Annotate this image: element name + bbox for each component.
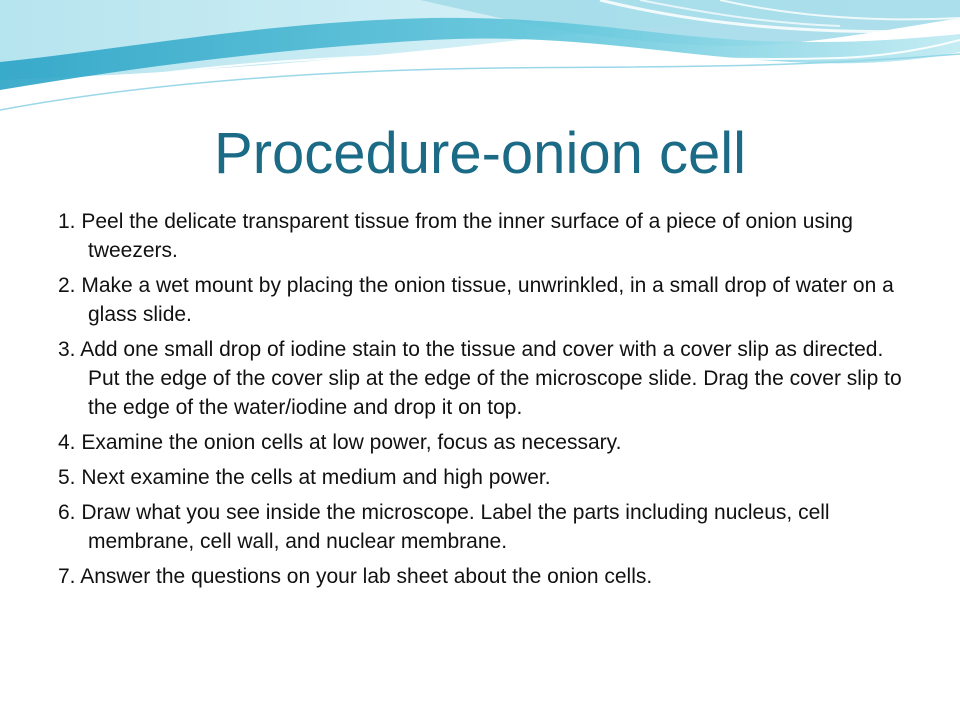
list-item: 1. Peel the delicate transparent tissue from the inner surface of a piece of onion using tweezers.: [58, 210, 853, 262]
list-item: 7. Answer the questions on your lab sheet about the onion cells.: [58, 565, 653, 588]
header-wave-decoration: [0, 0, 960, 120]
list-item: 5. Next examine the cells at medium and high power.: [58, 466, 551, 489]
list-item: 4. Examine the onion cells at low power, focus as necessary.: [58, 431, 622, 454]
procedure-steps-list: [58, 207, 908, 597]
slide-title: Procedure-onion cell: [214, 121, 746, 186]
list-item: 2. Make a wet mount by placing the onion tissue, unwrinkled, in a small drop of water on a glass slide.: [58, 274, 894, 326]
list-item: 3. Add one small drop of iodine stain to the tissue and cover with a cover slip as directed. Put the edge of the cover slip at the edge of the microscope slide. Drag the cover slip to the edge of the water/iodine and drop it on top.: [58, 338, 902, 419]
list-item: 6. Draw what you see inside the microscope. Label the parts including nucleus, cell membrane, cell wall, and nuclear membrane.: [58, 501, 830, 553]
